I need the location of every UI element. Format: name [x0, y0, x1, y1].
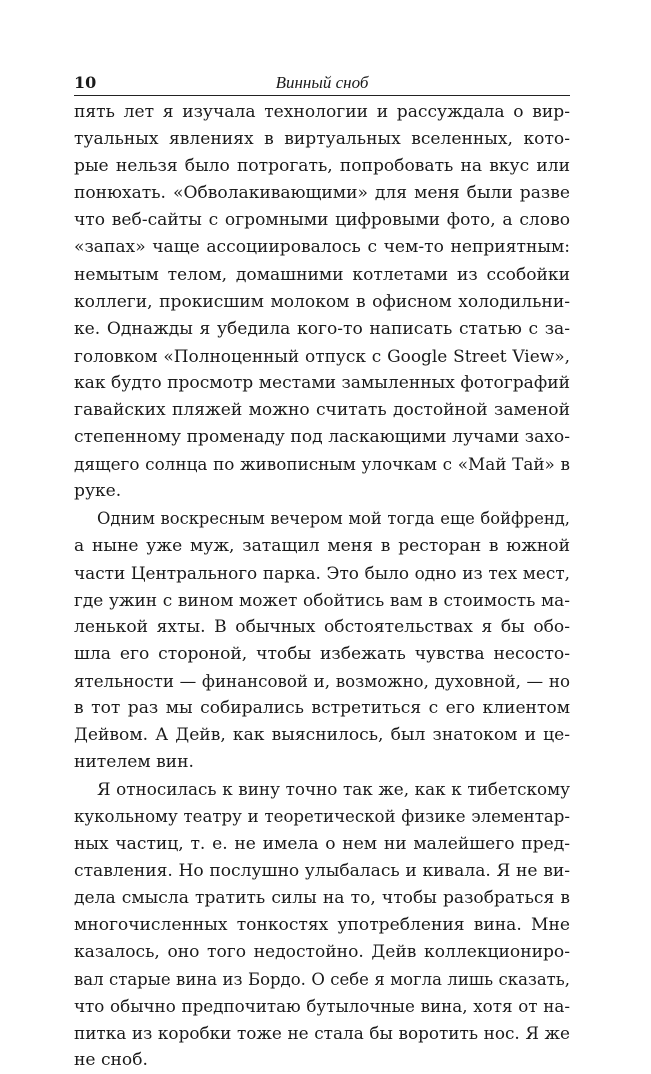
text-line: части Центрального парка. Это было одно из тех мест, [74, 562, 570, 583]
text-line: как будто просмотр местами замыленных фотографий [74, 372, 570, 393]
paragraph [74, 99, 570, 505]
text-line: ке. Однажды я убедила кого-то написать статью с за- [74, 318, 570, 339]
text-line: головком «Полноценный отпуск с Google Street View», [74, 345, 570, 366]
text-line: дящего солнца по живописным улочкам с «Май Тай» в [74, 454, 570, 475]
text-line: руке. [74, 481, 122, 502]
text-line: что веб-сайты с огромными цифровыми фото, а слово [74, 210, 570, 231]
page-number: 10 [74, 73, 97, 92]
text-line: «запах» чаще ассоциировалось с чем-то неприятным: [74, 237, 570, 258]
text-line: кукольному театру и теоретической физике элементар- [74, 807, 570, 827]
text-line: не сноб. [74, 1050, 148, 1071]
text-line: коллеги, прокисшим молоком в офисном холодильни- [74, 291, 570, 312]
paragraph [74, 505, 570, 776]
running-title: Винный сноб [275, 73, 369, 92]
text-line: пять лет я изучала технологии и рассуждала о вир- [74, 102, 570, 122]
text-line: дела смысла тратить силы на то, чтобы разобраться в [74, 887, 570, 908]
text-line: Дейвом. А Дейв, как выяснилось, был знатоком и це- [74, 725, 570, 746]
text-line: нителем вин. [74, 752, 194, 773]
body-text [74, 99, 570, 1074]
text-line: Одним воскресным вечером мой тогда еще бойфренд, [97, 509, 570, 529]
text-line: немытым телом, домашними котлетами из ссобойки [74, 264, 570, 285]
text-line: в тот раз мы собирались встретиться с его клиентом [74, 698, 570, 719]
text-line: что обычно предпочитаю бутылочные вина, хотя от на- [74, 996, 570, 1017]
text-line: степенному променаду под ласкающими лучами захо- [74, 427, 570, 448]
text-line: ленькой яхты. В обычных обстоятельствах я бы обо- [74, 616, 570, 637]
text-line: ятельности — финансовой и, возможно, духовной, — но [74, 671, 570, 691]
text-line: казалось, оно того недостойно. Дейв коллекциониро- [74, 941, 570, 962]
text-line: ных частиц, т. е. не имела о нем ни малейшего пред- [74, 833, 570, 854]
text-line: гавайских пляжей можно считать достойной заменой [74, 400, 570, 421]
text-line: а ныне уже муж, затащил меня в ресторан в южной [74, 535, 570, 556]
text-line: рые нельзя было потрогать, попробовать на вкус или [74, 156, 570, 177]
running-header [74, 73, 570, 96]
text-line: многочисленных тонкостях употребления вина. Мне [74, 914, 570, 935]
text-line: понюхать. «Обволакивающими» для меня были разве [74, 183, 570, 204]
text-line: вал старые вина из Бордо. О себе я могла лишь сказать, [74, 970, 570, 989]
text-line: где ужин с вином может обойтись вам в стоимость ма- [74, 589, 570, 610]
text-line: шла его стороной, чтобы избежать чувства несосто- [74, 643, 570, 664]
text-line: питка из коробки тоже не стала бы воротить нос. Я же [74, 1023, 570, 1044]
text-line: Я относилась к вину точно так же, как к тибетскому [97, 779, 570, 800]
paragraph [74, 776, 570, 1074]
text-line: ставления. Но послушно улыбалась и кивала. Я не ви- [74, 860, 570, 881]
text-line: туальных явлениях в виртуальных вселенных, кото- [74, 129, 570, 150]
